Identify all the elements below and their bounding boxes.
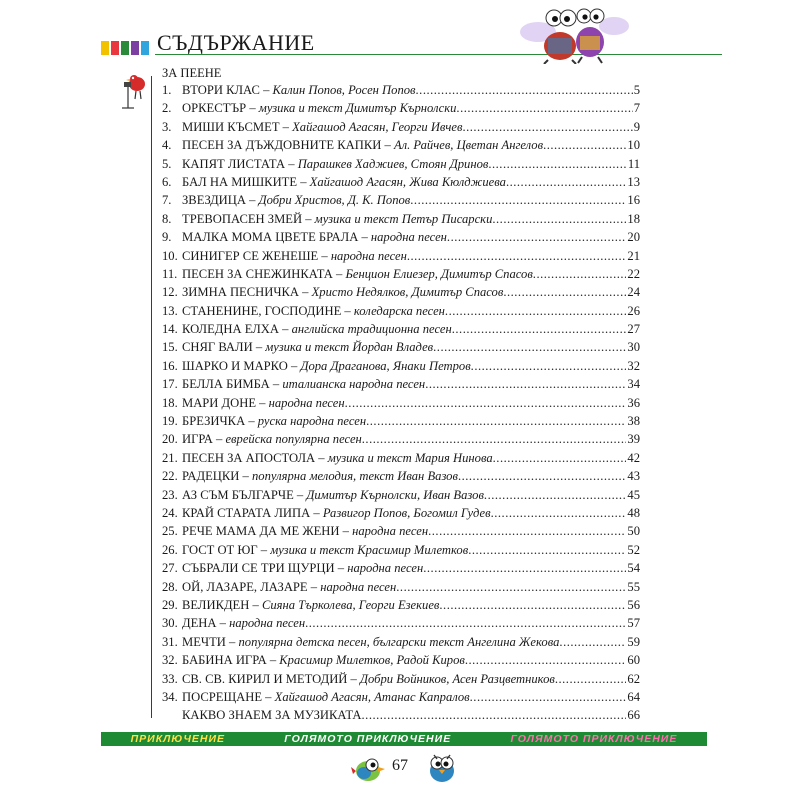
entry-number: 28.	[162, 579, 178, 594]
entry-page: 39	[627, 432, 640, 447]
entry-title: ОЙ, ЛАЗАРЕ, ЛАЗАРЕ	[182, 579, 308, 594]
entry-title: ПЕСЕН ЗА АПОСТОЛА	[182, 450, 316, 465]
entry-number: 23.	[162, 487, 178, 502]
toc-entry	[162, 598, 640, 616]
entry-separator: –	[341, 303, 354, 318]
entry-page: 11	[627, 156, 640, 171]
entry-authors: Бенцион Елиезер, Димитър Спасов	[345, 266, 533, 281]
entry-separator: –	[332, 266, 346, 281]
entry-number: 1.	[162, 83, 172, 97]
dot-leader	[493, 451, 627, 466]
entry-authors: Калин Попов, Росен Попов	[272, 83, 416, 97]
entry-title: ОРКЕСТЪР	[182, 101, 247, 116]
toc-entry	[162, 616, 640, 634]
entry-authors: Парашкев Хаджиев, Стоян Дринов	[297, 156, 489, 171]
entry-title: АЗ СЪМ БЪЛГАРЧЕ	[182, 487, 294, 502]
entry-page: 45	[627, 487, 640, 502]
entry-number: 13.	[162, 303, 178, 318]
entry-title: МАЛКА МОМА ЦВЕТЕ БРАЛА	[182, 230, 359, 245]
entry-separator: –	[358, 230, 371, 245]
entry-page: 60	[627, 653, 640, 668]
entry-title: ВЕЛИКДЕН	[182, 597, 250, 612]
entry-authors: Димитър Кърнолски, Иван Вазов	[306, 487, 484, 502]
toc-entry	[162, 322, 640, 340]
entry-title: РЕЧЕ МАМА ДА МЕ ЖЕНИ	[182, 524, 340, 539]
dot-leader	[555, 672, 627, 687]
entry-page: 7	[633, 101, 640, 116]
entry-separator: –	[318, 248, 331, 263]
entry-number: 29.	[162, 597, 178, 612]
dot-leader	[484, 488, 626, 503]
entry-page: 43	[627, 469, 640, 484]
toc-list	[162, 83, 640, 727]
cartoon-bird-right-icon	[424, 751, 460, 785]
dot-leader	[439, 598, 626, 613]
dot-leader	[433, 340, 626, 355]
entry-number: 34.	[162, 689, 178, 704]
dot-leader	[543, 138, 626, 153]
entry-page: 27	[627, 322, 640, 337]
entry-number: 9.	[162, 230, 172, 245]
entry-separator: –	[259, 83, 273, 97]
entry-authors: популярна мелодия, текст Иван Вазов	[251, 469, 458, 484]
footer-band	[101, 732, 707, 746]
dot-leader	[491, 506, 627, 521]
entry-title: ЗВЕЗДИЦА	[182, 193, 246, 208]
entry-title: ИГРА	[182, 432, 213, 447]
entry-authors: руска народна песен	[257, 414, 367, 429]
color-strip	[101, 41, 149, 55]
entry-separator: –	[246, 101, 259, 116]
dot-leader	[396, 580, 626, 595]
side-rule	[151, 76, 152, 718]
entry-title: МИШИ КЪСМЕТ	[182, 119, 280, 134]
toc-entry	[162, 432, 640, 450]
toc-entry	[162, 451, 640, 469]
entry-separator: –	[299, 285, 312, 300]
entry-authors: музика и текст Мария Нинова	[327, 450, 493, 465]
entry-authors: Хайгашод Агасян, Атанас Капралов	[274, 689, 470, 704]
toc-entry	[162, 230, 640, 248]
entry-number: 16.	[162, 358, 178, 373]
entry-page: 42	[627, 450, 640, 465]
entry-page: 48	[627, 505, 640, 520]
entry-page: 36	[627, 395, 640, 410]
toc-entry	[162, 488, 640, 506]
entry-title: ШАРКО И МАРКО	[182, 358, 288, 373]
entry-title: ПЕСЕН ЗА СНЕЖИНКАТА	[182, 266, 333, 281]
entry-page: 9	[633, 119, 640, 134]
entry-page: 32	[627, 358, 640, 373]
singing-bird-icon	[120, 70, 148, 110]
footer-band-text: ПРИКЛЮЧЕНИЕ	[130, 733, 226, 745]
color-strip-block	[121, 41, 129, 55]
entry-authors: народна песен	[330, 248, 407, 263]
toc-entry	[162, 249, 640, 267]
entry-number: 2.	[162, 101, 172, 116]
dot-leader	[366, 414, 626, 429]
entry-authors: народна песен	[352, 524, 429, 539]
cartoon-bugs-illustration	[518, 2, 630, 64]
entry-title: ПЕСЕН ЗА ДЪЖДОВНИТЕ КАПКИ	[182, 138, 382, 153]
section-title: ЗА ПЕЕНЕ	[162, 66, 222, 80]
color-strip-block	[101, 41, 109, 55]
entry-separator: –	[315, 450, 328, 465]
entry-separator: –	[225, 634, 239, 649]
entry-page: 5	[633, 83, 640, 97]
dot-leader	[410, 193, 626, 208]
entry-authors: музика и текст Красимир Милетков	[270, 542, 469, 557]
toc-entry	[162, 543, 640, 561]
toc-entry	[162, 506, 640, 524]
entry-separator: –	[216, 616, 230, 631]
entry-authors: Дора Драганова, Янаки Петров	[300, 358, 471, 373]
entry-authors: Развигор Попов, Богомил Гудев	[322, 505, 491, 520]
entry-separator: –	[381, 138, 394, 153]
entry-number: 33.	[162, 671, 178, 686]
entry-page: 57	[627, 616, 640, 631]
dot-leader	[458, 469, 626, 484]
toc-entry	[162, 561, 640, 579]
entry-number: 20.	[162, 432, 178, 447]
entry-page: 64	[627, 689, 640, 704]
entry-separator: –	[212, 432, 226, 447]
toc-entry	[162, 672, 640, 690]
page-title: СЪДЪРЖАНИЕ	[157, 30, 315, 55]
toc-entry	[162, 340, 640, 358]
toc-entry	[162, 396, 640, 414]
toc-entry	[162, 377, 640, 395]
entry-separator: –	[297, 174, 310, 189]
entry-authors: музика и текст Димитър Кърнолски	[258, 101, 457, 116]
dot-leader	[559, 635, 626, 650]
entry-separator: –	[266, 653, 280, 668]
dot-leader	[503, 285, 626, 300]
dot-leader	[345, 396, 627, 411]
dot-leader	[471, 359, 627, 374]
toc-entry	[162, 524, 640, 542]
color-strip-block	[111, 41, 119, 55]
entry-separator: –	[307, 579, 321, 594]
entry-page: 52	[627, 542, 640, 557]
entry-title: КАКВО ЗНАЕМ ЗА МУЗИКАТА	[182, 708, 362, 723]
toc-entry	[162, 469, 640, 487]
entry-number: 12.	[162, 285, 178, 300]
entry-authors: коледарска песен	[353, 303, 445, 318]
dot-leader	[456, 101, 632, 116]
entry-number: 21.	[162, 450, 178, 465]
entry-title: КОЛЕДНА ЕЛХА	[182, 322, 279, 337]
entry-page: 24	[627, 285, 640, 300]
toc-entry	[162, 304, 640, 322]
dot-leader	[305, 616, 626, 631]
dot-leader	[452, 322, 627, 337]
entry-title: СТАНЕНИНЕ, ГОСПОДИНЕ	[182, 303, 342, 318]
dot-leader	[468, 543, 626, 558]
dot-leader	[362, 432, 627, 447]
entry-separator: –	[269, 377, 283, 392]
entry-page: 13	[627, 174, 640, 189]
entry-separator: –	[252, 340, 266, 355]
entry-number: 27.	[162, 561, 178, 576]
footer-band-text: ГОЛЯМОТО ПРИКЛЮЧЕНИЕ	[510, 733, 678, 745]
entry-number: 11.	[162, 266, 178, 281]
entry-number: 8.	[162, 211, 172, 226]
toc-entry	[162, 414, 640, 432]
entry-authors: Ал. Райчев, Цветан Ангелов	[393, 138, 544, 153]
entry-separator: –	[287, 358, 301, 373]
entry-page: 21	[627, 248, 640, 263]
entry-page: 56	[627, 597, 640, 612]
entry-separator: –	[302, 211, 315, 226]
entry-page: 10	[627, 138, 640, 153]
toc-entry	[162, 690, 640, 708]
entry-title: ГОСТ ОТ ЮГ	[182, 542, 258, 557]
entry-page: 62	[627, 671, 640, 686]
dot-leader	[506, 175, 626, 190]
entry-title: ВТОРИ КЛАС	[182, 83, 260, 97]
entry-page: 54	[627, 561, 640, 576]
entry-authors: еврейска популярна песен	[225, 432, 362, 447]
toc-entry	[162, 708, 640, 726]
entry-authors: Хайгашод Агасян, Георги Ивчев	[292, 119, 463, 134]
bug-left-pattern	[548, 38, 572, 54]
entry-title: СНЯГ ВАЛИ	[182, 340, 253, 355]
entry-number: 17.	[162, 377, 178, 392]
entry-separator: –	[239, 469, 252, 484]
entry-title: БРЕЗИЧКА	[182, 414, 246, 429]
entry-page: 26	[627, 303, 640, 318]
entry-title: КАПЯТ ЛИСТАТА	[182, 156, 286, 171]
toc-entry	[162, 120, 640, 138]
entry-authors: музика и текст Петър Писарски	[314, 211, 493, 226]
entry-separator: –	[249, 597, 262, 612]
color-strip-block	[131, 41, 139, 55]
entry-authors: народна песен	[347, 561, 424, 576]
entry-separator: –	[256, 395, 269, 410]
entry-number: 6.	[162, 174, 172, 189]
entry-title: ТРЕВОПАСЕН ЗМЕЙ	[182, 211, 303, 226]
entry-title: СИНИГЕР СЕ ЖЕНЕШЕ	[182, 248, 319, 263]
entry-number: 3.	[162, 119, 172, 134]
entry-number: 4.	[162, 138, 172, 153]
dot-leader	[492, 212, 626, 227]
cartoon-bird-left-icon	[350, 753, 386, 785]
entry-number: 26.	[162, 542, 178, 557]
entry-number: 10.	[162, 248, 178, 263]
entry-number: 30.	[162, 616, 178, 631]
entry-separator: –	[285, 156, 298, 171]
entry-number: 5.	[162, 156, 172, 171]
dot-leader	[428, 524, 626, 539]
entry-separator: –	[257, 542, 271, 557]
footer-band-text: ГОЛЯМОТО ПРИКЛЮЧЕНИЕ	[284, 733, 452, 745]
dot-leader	[423, 561, 626, 576]
toc-entry	[162, 285, 640, 303]
entry-number: 7.	[162, 193, 172, 208]
entry-number: 18.	[162, 395, 178, 410]
entry-separator: –	[339, 524, 353, 539]
entry-page: 50	[627, 524, 640, 539]
entry-authors: Хайгашод Агасян, Жива Кюлджиева	[309, 174, 506, 189]
toc-entry	[162, 359, 640, 377]
dot-leader	[407, 249, 627, 264]
entry-title: РАДЕЦКИ	[182, 469, 240, 484]
entry-title: СЪБРАЛИ СЕ ТРИ ЩУРЦИ	[182, 561, 335, 576]
toc-entry	[162, 175, 640, 193]
dot-leader	[447, 230, 626, 245]
dot-leader	[362, 708, 627, 723]
entry-title: ПОСРЕЩАНЕ	[182, 689, 263, 704]
entry-number: 22.	[162, 469, 178, 484]
page-number: 67	[392, 757, 408, 774]
color-strip-block	[141, 41, 149, 55]
entry-authors: Добри Христов, Д. К. Попов	[258, 193, 411, 208]
entry-authors: народна песен	[229, 616, 306, 631]
dot-leader	[465, 653, 627, 668]
header-rule	[155, 54, 722, 55]
entry-page: 38	[627, 414, 640, 429]
entry-authors: музика и текст Йордан Владев	[265, 340, 434, 355]
entry-title: ЗИМНА ПЕСНИЧКА	[182, 285, 299, 300]
toc-entry	[162, 138, 640, 156]
entry-separator: –	[245, 414, 258, 429]
entry-title: КРАЙ СТАРАТА ЛИПА	[182, 505, 311, 520]
entry-separator: –	[347, 671, 360, 686]
toc-entry	[162, 83, 640, 101]
entry-authors: народна песен	[268, 395, 345, 410]
entry-authors: Христо Недялков, Димитър Спасов	[311, 285, 504, 300]
entry-separator: –	[310, 505, 323, 520]
entry-number: 15.	[162, 340, 178, 355]
entry-page: 30	[627, 340, 640, 355]
dot-leader	[462, 120, 632, 135]
entry-title: МАРИ ДОНЕ	[182, 395, 257, 410]
dot-leader	[488, 157, 627, 172]
toc-entry	[162, 157, 640, 175]
entry-separator: –	[279, 119, 293, 134]
entry-authors: италианска народна песен	[282, 377, 426, 392]
entry-separator: –	[293, 487, 307, 502]
entry-title: БЕЛЛА БИМБА	[182, 377, 270, 392]
entry-authors: Добри Войников, Асен Разцветников	[359, 671, 555, 686]
toc-entry	[162, 212, 640, 230]
bug-right-pattern	[580, 36, 600, 50]
dot-leader	[470, 690, 627, 705]
entry-title: ДЕНА	[182, 616, 217, 631]
dot-leader	[425, 377, 626, 392]
entry-page: 22	[627, 266, 640, 281]
dot-leader	[445, 304, 626, 319]
entry-page: 59	[627, 634, 640, 649]
entry-title: БАЛ НА МИШКИТЕ	[182, 174, 298, 189]
entry-number: 14.	[162, 322, 178, 337]
toc-entry	[162, 580, 640, 598]
entry-page: 66	[627, 708, 640, 723]
entry-authors: народна песен	[370, 230, 447, 245]
toc-entry	[162, 267, 640, 285]
dot-leader	[416, 83, 633, 98]
entry-number: 19.	[162, 414, 178, 429]
toc-entry	[162, 653, 640, 671]
entry-authors: популярна детска песен, български текст Ангелина Жекова	[238, 634, 560, 649]
entry-separator: –	[334, 561, 348, 576]
entry-page: 20	[627, 230, 640, 245]
entry-authors: английска традиционна песен	[291, 322, 452, 337]
entry-authors: Сияна Търколева, Георги Езекиев	[261, 597, 440, 612]
entry-number: 32.	[162, 653, 178, 668]
entry-authors: народна песен	[320, 579, 397, 594]
entry-number: 31.	[162, 634, 178, 649]
dot-leader	[533, 267, 627, 282]
entry-title: СВ. СВ. КИРИЛ И МЕТОДИЙ	[182, 671, 348, 686]
entry-page: 16	[627, 193, 640, 208]
entry-separator: –	[262, 689, 275, 704]
toc-entry	[162, 635, 640, 653]
entry-separator: –	[245, 193, 259, 208]
entry-page: 55	[627, 579, 640, 594]
toc-entry	[162, 193, 640, 211]
entry-page: 34	[627, 377, 640, 392]
entry-title: БАБИНА ИГРА	[182, 653, 267, 668]
entry-title: МЕЧТИ	[182, 634, 226, 649]
toc-entry	[162, 101, 640, 119]
entry-separator: –	[278, 322, 292, 337]
entry-page: 18	[627, 211, 640, 226]
entry-number: 24.	[162, 505, 178, 520]
entry-authors: Красимир Милетков, Радой Киров	[279, 653, 465, 668]
entry-number: 25.	[162, 524, 178, 539]
